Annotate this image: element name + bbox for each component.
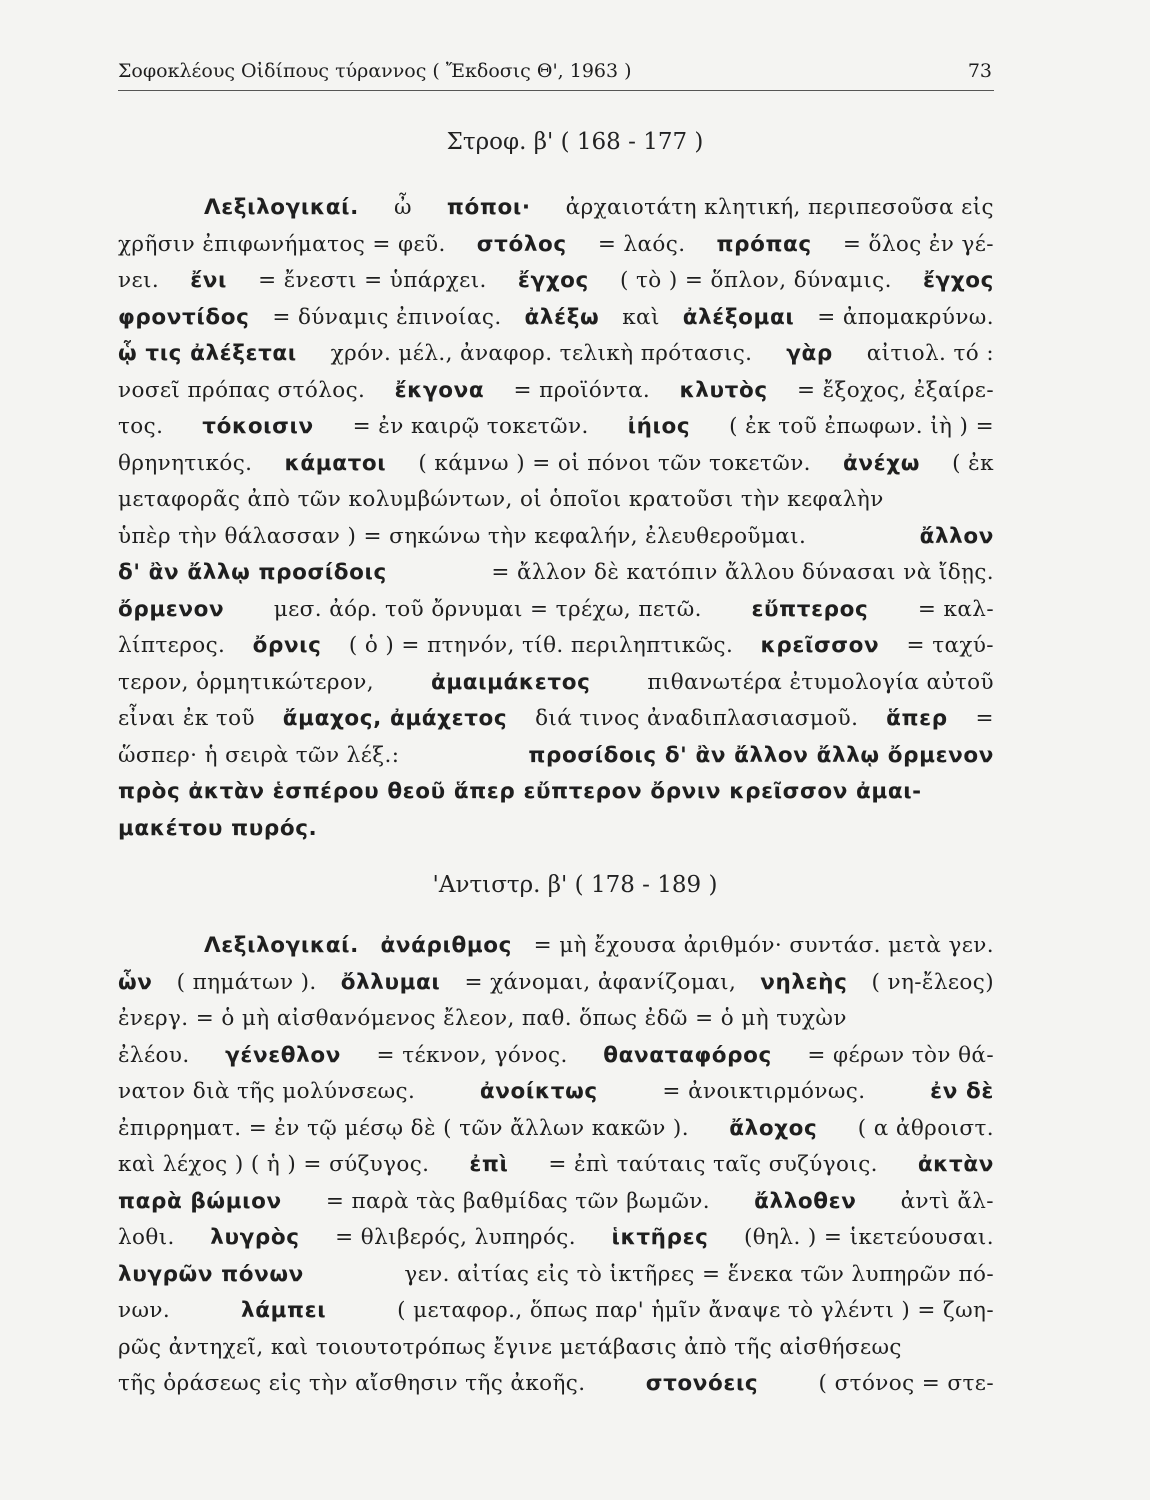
lemma-term: ἄλλον bbox=[919, 523, 994, 549]
text-line bbox=[118, 519, 994, 556]
running-header bbox=[118, 58, 994, 91]
gloss-text: νοσεῖ πρόπας στόλος. bbox=[118, 377, 366, 403]
text-line bbox=[118, 774, 994, 811]
gloss-text: τος. bbox=[118, 414, 164, 439]
lemma-term: κλυτὸς bbox=[679, 377, 768, 403]
text-line bbox=[118, 190, 994, 227]
lemma-term: πρόπας bbox=[716, 231, 812, 257]
gloss-text: (θηλ. ) = ἱκετεύουσαι. bbox=[744, 1225, 994, 1250]
gloss-text: = τέκνον, γόνος. bbox=[376, 1042, 568, 1068]
text-line bbox=[118, 446, 994, 483]
lemma-term: ὧν bbox=[118, 969, 153, 995]
lemma-term: ἔγχος bbox=[922, 268, 994, 293]
text-line bbox=[118, 811, 994, 848]
gloss-text: = ὅλος ἐν γέ- bbox=[842, 231, 994, 257]
gloss-text: νων. bbox=[118, 1298, 171, 1323]
gloss-text: = ἔνεστι = ὑπάρχει. bbox=[258, 268, 487, 293]
gloss-text: ( ἐκ bbox=[952, 450, 994, 476]
lemma-term: δ' ἂν ἄλλῳ προσίδοις bbox=[118, 560, 387, 585]
text-line bbox=[118, 965, 994, 1002]
text-line bbox=[118, 482, 994, 519]
gloss-text: = δύναμις ἐπινοίας. bbox=[272, 304, 502, 330]
gloss-text: ἐνεργ. = ὁ μὴ αἰσθανόμενος ἔλεον, παθ. ὅπως ἐδῶ = ὁ μὴ τυχὼν bbox=[118, 1006, 847, 1031]
lemma-term: ὄρνις bbox=[252, 633, 322, 658]
gloss-text: ὥσπερ· ἡ σειρὰ τῶν λέξ.: bbox=[118, 742, 400, 768]
gloss-text: διά τινος ἀναδιπλασιασμοῦ. bbox=[535, 706, 859, 731]
lemma-term: ἐπὶ bbox=[469, 1152, 509, 1177]
gloss-text: = λαός. bbox=[597, 231, 686, 257]
lemma-term: λυγρὸς bbox=[210, 1225, 300, 1250]
gloss-text: ( ἐκ τοῦ ἐπωφων. ἰὴ ) = bbox=[729, 414, 994, 439]
text-line bbox=[118, 592, 994, 629]
gloss-text: λίπτερος. bbox=[118, 633, 226, 658]
gloss-text: ( νη-ἔλεος) bbox=[871, 969, 994, 995]
lemma-term: Λεξιλογικαί. bbox=[204, 195, 359, 220]
gloss-text: = μὴ ἔχουσα ἀριθμόν· συντάσ. μετὰ γεν. bbox=[533, 933, 994, 958]
lemma-term: μακέτου πυρός. bbox=[118, 815, 318, 841]
lemma-term: τόκοισιν bbox=[202, 414, 314, 439]
lemma-term: λάμπει bbox=[241, 1298, 327, 1323]
gloss-text: γεν. αἰτίας εἰς τὸ ἱκτῆρες = ἕνεκα τῶν λυπηρῶν πό- bbox=[404, 1261, 994, 1287]
gloss-text: ἐπιρρηματ. = ἐν τῷ μέσῳ δὲ ( τῶν ἄλλων κακῶν ). bbox=[118, 1115, 689, 1141]
gloss-text: εἶναι ἐκ τοῦ bbox=[118, 706, 255, 731]
gloss-text: ( α ἀθροιστ. bbox=[857, 1115, 994, 1141]
lemma-term: ἱκτῆρες bbox=[611, 1225, 709, 1250]
strophe-glossary bbox=[118, 190, 994, 847]
gloss-text: αἰτιολ. τό : bbox=[866, 341, 994, 366]
gloss-text: καὶ λέχος ) ( ἡ ) = σύζυγος. bbox=[118, 1152, 430, 1177]
lemma-term: ἔγχος bbox=[517, 268, 589, 293]
gloss-text: ἀντὶ ἄλ- bbox=[900, 1188, 994, 1214]
lemma-term: φροντίδος bbox=[118, 304, 250, 330]
gloss-text: = ἀπομακρύνω. bbox=[817, 304, 994, 330]
running-title: Σοφοκλέους Οἰδίπους τύραννος ( Ἔκδοσις Θ', 1963 ) bbox=[118, 60, 632, 82]
gloss-text: = ἀνοικτιρμόνως. bbox=[662, 1079, 866, 1104]
text-line bbox=[118, 701, 994, 738]
gloss-text: ( ὁ ) = πτηνόν, τίθ. περιληπτικῶς. bbox=[348, 633, 734, 658]
gloss-text: = θλιβερός, λυπηρός. bbox=[335, 1225, 576, 1250]
gloss-text: τερον, ὁρμητικώτερον, bbox=[118, 669, 375, 695]
gloss-text: χρῆσιν ἐπιφωνήματος = φεῦ. bbox=[118, 231, 446, 257]
text-line bbox=[118, 1220, 994, 1257]
lemma-term: ἀλέξω bbox=[524, 304, 600, 330]
gloss-text: ( πημάτων ). bbox=[176, 969, 317, 995]
lemma-term: ἀνοίκτως bbox=[479, 1079, 598, 1104]
lemma-term: ὄρμενον bbox=[118, 596, 225, 622]
lemma-term: παρὰ βώμιον bbox=[118, 1188, 282, 1214]
gloss-text: καὶ bbox=[622, 304, 660, 330]
gloss-text: νει. bbox=[118, 268, 160, 293]
lemma-term: πόποι· bbox=[446, 195, 531, 220]
lemma-term: ἄλλοθεν bbox=[754, 1188, 857, 1214]
text-line bbox=[118, 628, 994, 665]
text-line bbox=[118, 1293, 994, 1330]
text-line bbox=[118, 1147, 994, 1184]
gloss-text: = φέρων τὸν θά- bbox=[807, 1042, 994, 1068]
gloss-text: = ταχύ- bbox=[906, 633, 994, 658]
text-line bbox=[118, 1330, 994, 1367]
text-line bbox=[118, 227, 994, 264]
antistrophe-glossary bbox=[118, 928, 994, 1403]
text-line bbox=[118, 1366, 994, 1403]
gloss-text: = ἐν καιρῷ τοκετῶν. bbox=[352, 414, 589, 439]
gloss-text: μεταφορᾶς ἀπὸ τῶν κολυμβώντων, οἱ ὁποῖοι κρατοῦσι τὴν κεφαλὴν bbox=[118, 487, 884, 512]
text-line bbox=[118, 665, 994, 702]
lemma-term: πρὸς ἀκτὰν ἑσπέρου θεοῦ ἅπερ εὔπτερον ὄρνιν κρεῖσσον ἀμαι- bbox=[118, 779, 922, 804]
gloss-text: ὑπὲρ τὴν θάλασσαν ) = σηκώνω τὴν κεφαλήν, ἐλευθεροῦμαι. bbox=[118, 523, 807, 549]
gloss-text: ρῶς ἀντηχεῖ, καὶ τοιουτοτρόπως ἔγινε μετάβασις ἀπὸ τῆς αἰσθήσεως bbox=[118, 1334, 902, 1360]
lemma-term: ὄλλυμαι bbox=[340, 969, 441, 995]
lemma-term: θαναταφόρος bbox=[603, 1042, 772, 1068]
lemma-term: ἐν δὲ bbox=[930, 1079, 994, 1104]
gloss-text: χρόν. μέλ., ἀναφορ. τελικὴ πρότασις. bbox=[330, 341, 753, 366]
text-line bbox=[118, 263, 994, 300]
lemma-term: ἄμαχος, ἀμάχετος bbox=[282, 706, 508, 731]
gloss-text: = bbox=[975, 706, 994, 731]
text-line bbox=[118, 1038, 994, 1075]
lemma-term: ἔκγονα bbox=[394, 377, 485, 403]
lemma-term: Λεξιλογικαί. bbox=[204, 933, 359, 958]
text-line bbox=[118, 1257, 994, 1294]
lemma-term: προσίδοις δ' ἂν ἄλλον ἄλλῳ ὄρμενον bbox=[528, 742, 994, 768]
strophe-heading: Στροφ. β' ( 168 - 177 ) bbox=[446, 129, 704, 155]
text-line bbox=[118, 555, 994, 592]
lemma-term: ἀκτὰν bbox=[917, 1152, 994, 1177]
lemma-term: ἰήιος bbox=[627, 414, 691, 439]
text-line bbox=[118, 409, 994, 446]
gloss-text: ὦ bbox=[393, 195, 412, 220]
text-line bbox=[118, 1074, 994, 1111]
lemma-term: ἀνέχω bbox=[843, 450, 920, 476]
lemma-term: ἄλοχος bbox=[729, 1115, 818, 1141]
lemma-term: λυγρῶν πόνων bbox=[118, 1261, 304, 1287]
gloss-text: νατον διὰ τῆς μολύνσεως. bbox=[118, 1079, 416, 1104]
gloss-text: = προϊόντα. bbox=[513, 377, 651, 403]
gloss-text: ( κάμνω ) = οἱ πόνοι τῶν τοκετῶν. bbox=[418, 450, 811, 476]
page-number: 73 bbox=[967, 60, 992, 82]
text-line bbox=[118, 336, 994, 373]
lemma-term: ἔνι bbox=[190, 268, 227, 293]
gloss-text: ( τὸ ) = ὅπλον, δύναμις. bbox=[619, 268, 892, 293]
gloss-text: = ἐπὶ ταύταις ταῖς συζύγοις. bbox=[548, 1152, 878, 1177]
gloss-text: ( στόνος = στε- bbox=[818, 1371, 994, 1396]
lemma-term: ἀμαιμάκετος bbox=[431, 669, 591, 695]
gloss-text: = καλ- bbox=[917, 596, 994, 622]
gloss-text: ( μεταφορ., ὅπως παρ' ἡμῖν ἄναψε τὸ γλέντι ) = ζωη- bbox=[397, 1298, 994, 1323]
lemma-term: ἀνάριθμος bbox=[380, 933, 512, 958]
gloss-text: = χάνομαι, ἀφανίζομαι, bbox=[464, 969, 737, 995]
lemma-term: στόλος bbox=[476, 231, 567, 257]
lemma-term: κρεῖσσον bbox=[760, 633, 880, 658]
lemma-term: ᾧ τις ἀλέξεται bbox=[118, 341, 297, 366]
gloss-text: = παρὰ τὰς βαθμίδας τῶν βωμῶν. bbox=[325, 1188, 710, 1214]
lemma-term: εὔπτερος bbox=[751, 596, 869, 622]
gloss-text: θρηνητικός. bbox=[118, 450, 253, 476]
lemma-term: κάματοι bbox=[284, 450, 387, 476]
gloss-text: = ἔξοχος, ἐξαίρε- bbox=[796, 377, 994, 403]
gloss-text: ἀρχαιοτάτη κλητική, περιπεσοῦσα εἰς bbox=[565, 195, 994, 220]
text-line bbox=[118, 300, 994, 337]
text-line bbox=[118, 1184, 994, 1221]
text-line bbox=[118, 1001, 994, 1038]
gloss-text: τῆς ὁράσεως εἰς τὴν αἴσθησιν τῆς ἀκοῆς. bbox=[118, 1371, 586, 1396]
gloss-text: μεσ. ἀόρ. τοῦ ὄρνυμαι = τρέχω, πετῶ. bbox=[273, 596, 702, 622]
text-line bbox=[118, 928, 994, 965]
text-line bbox=[118, 373, 994, 410]
gloss-text: ἐλέου. bbox=[118, 1042, 190, 1068]
gloss-text: πιθανωτέρα ἐτυμολογία αὐτοῦ bbox=[647, 669, 994, 695]
gloss-text: = ἄλλον δὲ κατόπιν ἄλλου δύνασαι νὰ ἴδῃς. bbox=[491, 560, 994, 585]
text-line bbox=[118, 738, 994, 775]
antistrophe-heading: 'Αντιστρ. β' ( 178 - 189 ) bbox=[432, 872, 718, 898]
lemma-term: ἅπερ bbox=[886, 706, 948, 731]
lemma-term: γὰρ bbox=[786, 341, 833, 366]
lemma-term: στονόεις bbox=[645, 1371, 759, 1396]
gloss-text: λοθι. bbox=[118, 1225, 175, 1250]
lemma-term: νηλεὴς bbox=[760, 969, 848, 995]
text-line bbox=[118, 1111, 994, 1148]
lemma-term: ἀλέξομαι bbox=[682, 304, 795, 330]
lemma-term: γένεθλον bbox=[225, 1042, 341, 1068]
